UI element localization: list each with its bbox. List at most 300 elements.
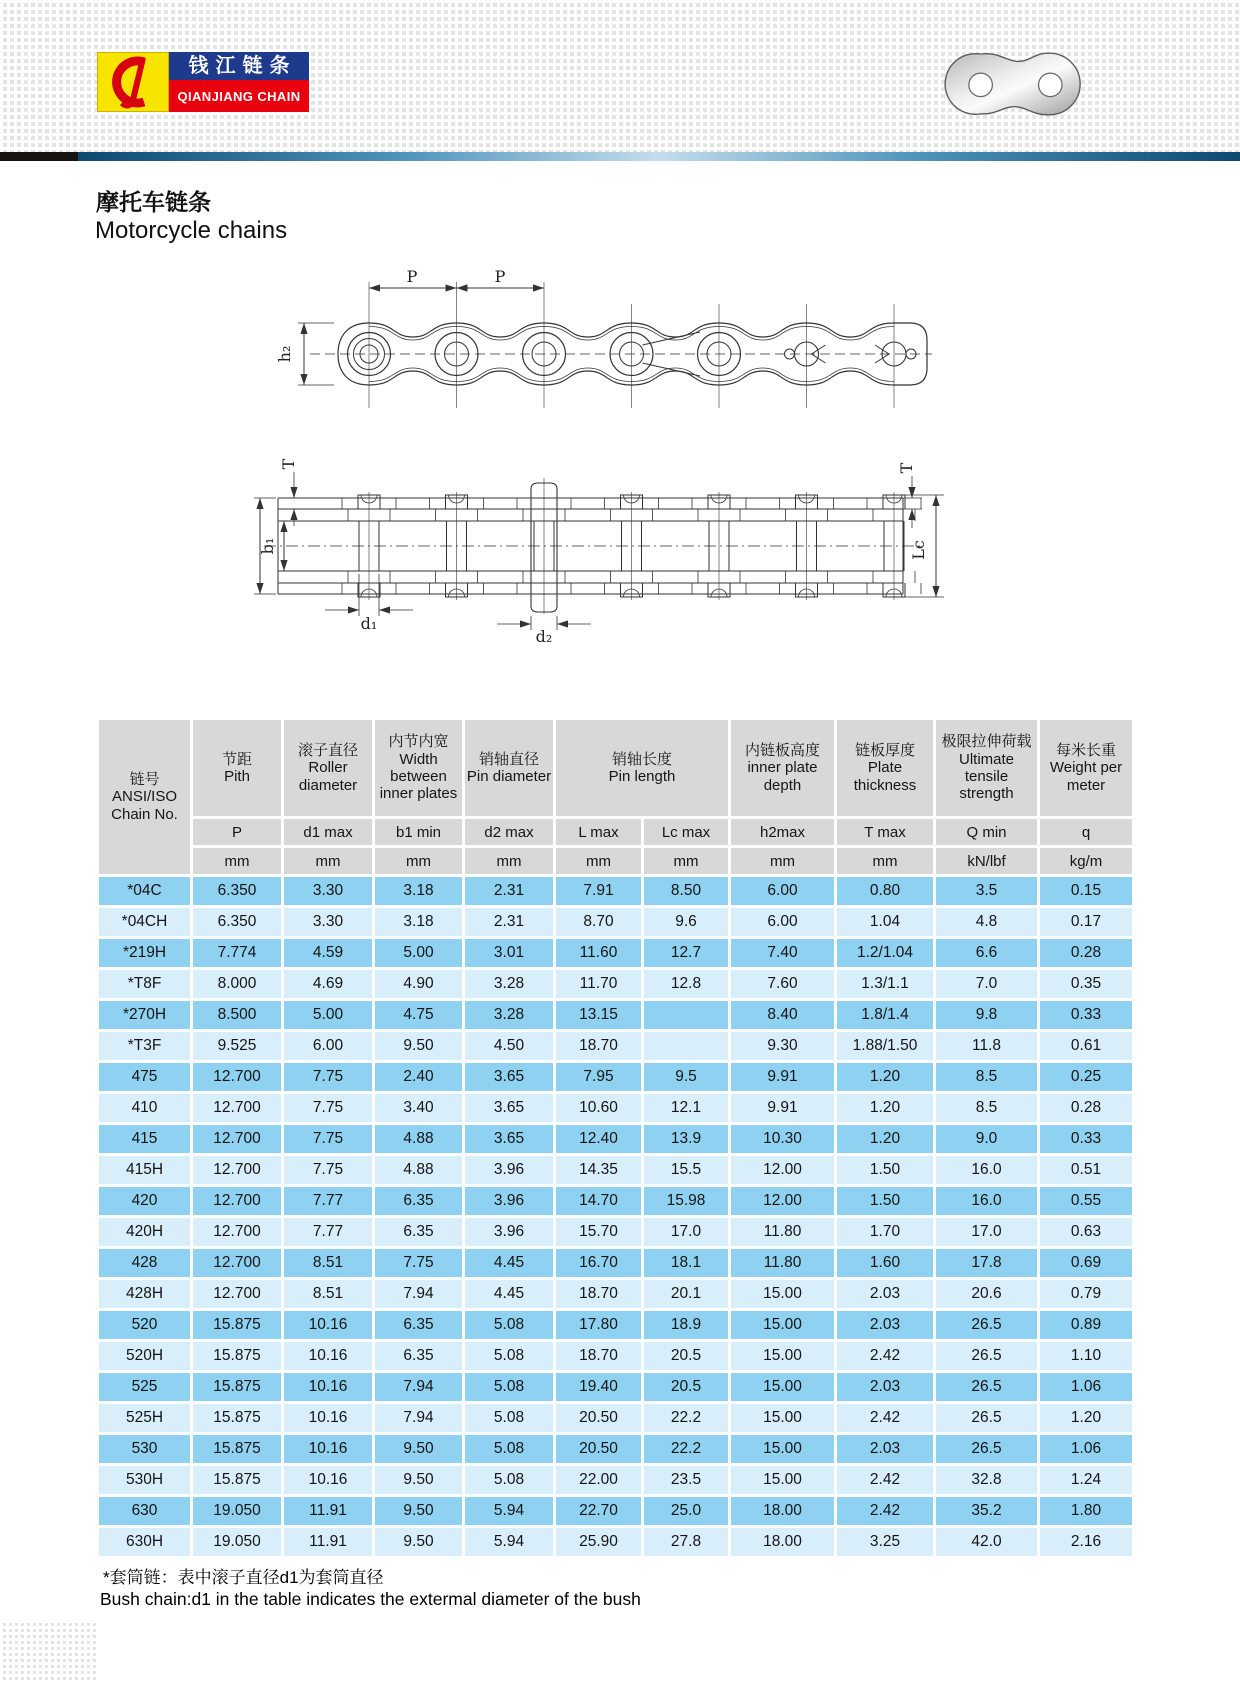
data-cell: 19.050 <box>193 1497 281 1525</box>
data-cell: 6.350 <box>193 908 281 936</box>
data-cell: 12.700 <box>193 1156 281 1184</box>
table-row <box>99 1094 1132 1122</box>
unit-row <box>99 848 1132 874</box>
data-cell: 2.42 <box>837 1497 933 1525</box>
data-cell: 3.30 <box>284 908 372 936</box>
column-header: 内链板高度 inner plate depth <box>731 720 834 816</box>
table-row <box>99 1125 1132 1153</box>
data-cell: 5.08 <box>465 1466 553 1494</box>
data-cell: 20.1 <box>644 1280 728 1308</box>
chain-no-cell: 525H <box>99 1404 190 1432</box>
data-cell: 9.0 <box>936 1125 1037 1153</box>
chain-no-cell: 475 <box>99 1063 190 1091</box>
table-row <box>99 1342 1132 1370</box>
symbol-cell: b1 min <box>375 819 462 845</box>
table-row <box>99 1001 1132 1029</box>
data-cell: 1.88/1.50 <box>837 1032 933 1060</box>
data-cell: 1.50 <box>837 1156 933 1184</box>
data-cell: 10.30 <box>731 1125 834 1153</box>
data-cell: 23.5 <box>644 1466 728 1494</box>
data-cell: 12.700 <box>193 1063 281 1091</box>
table-row <box>99 1373 1132 1401</box>
data-cell <box>644 1032 728 1060</box>
data-cell: 15.00 <box>731 1435 834 1463</box>
data-cell: 20.5 <box>644 1373 728 1401</box>
unit-cell: kg/m <box>1040 848 1132 874</box>
data-cell: 12.700 <box>193 1094 281 1122</box>
data-cell: 9.8 <box>936 1001 1037 1029</box>
page-title-chinese: 摩托车链条 <box>96 189 211 215</box>
data-cell: 15.00 <box>731 1311 834 1339</box>
data-cell: 17.0 <box>644 1218 728 1246</box>
data-cell: 7.60 <box>731 970 834 998</box>
data-cell: 0.55 <box>1040 1187 1132 1215</box>
data-cell: 6.35 <box>375 1342 462 1370</box>
data-cell: 7.94 <box>375 1404 462 1432</box>
data-cell: 5.08 <box>465 1435 553 1463</box>
column-header: 滚子直径 Roller diameter <box>284 720 372 816</box>
table-row <box>99 1156 1132 1184</box>
table-row <box>99 1466 1132 1494</box>
data-cell: 19.40 <box>556 1373 641 1401</box>
data-cell: 15.98 <box>644 1187 728 1215</box>
data-cell: 1.20 <box>1040 1404 1132 1432</box>
chain-no-cell: 630H <box>99 1528 190 1556</box>
dim-label-d2: d₂ <box>535 627 553 646</box>
data-cell: 13.15 <box>556 1001 641 1029</box>
data-cell: 12.40 <box>556 1125 641 1153</box>
column-header: 节距 Pith <box>193 720 281 816</box>
data-cell: 0.51 <box>1040 1156 1132 1184</box>
data-cell: 3.65 <box>465 1063 553 1091</box>
unit-cell: mm <box>465 848 553 874</box>
data-cell: 3.65 <box>465 1094 553 1122</box>
data-cell: 8.000 <box>193 970 281 998</box>
data-cell: 1.2/1.04 <box>837 939 933 967</box>
table-row <box>99 1187 1132 1215</box>
chain-no-cell: 520 <box>99 1311 190 1339</box>
data-cell: 14.70 <box>556 1187 641 1215</box>
logo-text-block <box>169 52 309 112</box>
chain-no-cell: *T3F <box>99 1032 190 1060</box>
symbol-cell: Lc max <box>644 819 728 845</box>
data-cell: 3.30 <box>284 877 372 905</box>
data-cell: 7.94 <box>375 1373 462 1401</box>
table-row <box>99 1435 1132 1463</box>
data-cell: 0.61 <box>1040 1032 1132 1060</box>
data-cell: 11.91 <box>284 1497 372 1525</box>
data-cell: 10.16 <box>284 1435 372 1463</box>
data-cell: 10.60 <box>556 1094 641 1122</box>
column-header: 每米长重 Weight per meter <box>1040 720 1132 816</box>
data-cell: 26.5 <box>936 1342 1037 1370</box>
chain-no-cell: 420H <box>99 1218 190 1246</box>
data-cell: 2.42 <box>837 1342 933 1370</box>
data-cell: 12.7 <box>644 939 728 967</box>
data-cell: 20.6 <box>936 1280 1037 1308</box>
data-cell: 11.60 <box>556 939 641 967</box>
company-logo <box>97 52 309 112</box>
data-cell: 2.03 <box>837 1373 933 1401</box>
data-cell: 7.95 <box>556 1063 641 1091</box>
data-cell: 1.10 <box>1040 1342 1132 1370</box>
data-cell: 1.60 <box>837 1249 933 1277</box>
data-cell: 1.70 <box>837 1218 933 1246</box>
logo-name-chinese: 钱江链条 <box>169 52 309 80</box>
data-cell: 18.70 <box>556 1342 641 1370</box>
column-header: 极限拉伸荷载 Ultimate tensile strength <box>936 720 1037 816</box>
chain-no-cell: 530 <box>99 1435 190 1463</box>
chain-plate-image <box>941 46 1089 122</box>
ql-monogram-icon <box>98 53 168 111</box>
data-cell: 9.525 <box>193 1032 281 1060</box>
chain-no-cell: 415 <box>99 1125 190 1153</box>
data-cell: 10.16 <box>284 1311 372 1339</box>
data-cell: 7.77 <box>284 1218 372 1246</box>
data-cell: 0.28 <box>1040 939 1132 967</box>
unit-cell: mm <box>193 848 281 874</box>
data-cell: 2.03 <box>837 1280 933 1308</box>
data-cell: 0.79 <box>1040 1280 1132 1308</box>
symbol-cell: Q min <box>936 819 1037 845</box>
data-cell: 15.00 <box>731 1466 834 1494</box>
logo-monogram-icon <box>97 52 169 112</box>
symbol-cell: P <box>193 819 281 845</box>
data-cell: 9.50 <box>375 1497 462 1525</box>
data-cell: 2.31 <box>465 908 553 936</box>
data-cell: 6.00 <box>731 877 834 905</box>
data-cell: 9.91 <box>731 1063 834 1091</box>
data-cell: 7.91 <box>556 877 641 905</box>
data-cell: 12.8 <box>644 970 728 998</box>
data-cell: 1.3/1.1 <box>837 970 933 998</box>
table-row <box>99 877 1132 905</box>
data-cell: 2.03 <box>837 1435 933 1463</box>
data-cell: 25.90 <box>556 1528 641 1556</box>
data-cell: 7.94 <box>375 1280 462 1308</box>
data-cell: 7.75 <box>284 1063 372 1091</box>
data-cell: 4.45 <box>465 1280 553 1308</box>
data-cell: 17.0 <box>936 1218 1037 1246</box>
data-cell: 9.50 <box>375 1032 462 1060</box>
chain-no-cell: 428 <box>99 1249 190 1277</box>
chain-no-cell: 428H <box>99 1280 190 1308</box>
chain-no-cell: 630 <box>99 1497 190 1525</box>
data-cell: 10.16 <box>284 1373 372 1401</box>
data-cell: 8.70 <box>556 908 641 936</box>
data-cell: 3.96 <box>465 1187 553 1215</box>
dim-label-t-right: T <box>897 462 916 474</box>
data-cell: 16.0 <box>936 1187 1037 1215</box>
divider-black-segment <box>0 152 78 161</box>
data-cell: 12.700 <box>193 1280 281 1308</box>
symbol-cell: L max <box>556 819 641 845</box>
data-cell: 3.18 <box>375 877 462 905</box>
logo-name-english: QIANJIANG CHAIN <box>169 80 309 112</box>
data-cell: 26.5 <box>936 1404 1037 1432</box>
chain-no-cell: 415H <box>99 1156 190 1184</box>
data-cell: 9.50 <box>375 1528 462 1556</box>
unit-cell: mm <box>644 848 728 874</box>
chain-no-cell: 530H <box>99 1466 190 1494</box>
symbol-cell: d2 max <box>465 819 553 845</box>
data-cell: 13.9 <box>644 1125 728 1153</box>
data-cell: 3.5 <box>936 877 1037 905</box>
chain-no-cell: *04CH <box>99 908 190 936</box>
symbol-cell: d1 max <box>284 819 372 845</box>
data-cell: 1.24 <box>1040 1466 1132 1494</box>
data-cell: 3.40 <box>375 1094 462 1122</box>
data-cell: 0.15 <box>1040 877 1132 905</box>
chain-no-cell: *219H <box>99 939 190 967</box>
data-cell: 7.75 <box>284 1094 372 1122</box>
table-row <box>99 1404 1132 1432</box>
data-cell: 0.63 <box>1040 1218 1132 1246</box>
data-cell: 12.1 <box>644 1094 728 1122</box>
data-cell: 12.700 <box>193 1249 281 1277</box>
data-cell: 8.5 <box>936 1063 1037 1091</box>
data-cell: 2.40 <box>375 1063 462 1091</box>
symbol-cell: q <box>1040 819 1132 845</box>
data-cell: 1.80 <box>1040 1497 1132 1525</box>
data-cell: 15.875 <box>193 1311 281 1339</box>
data-cell: 18.00 <box>731 1497 834 1525</box>
data-cell: 20.5 <box>644 1342 728 1370</box>
table-row <box>99 939 1132 967</box>
table-row <box>99 1528 1132 1556</box>
data-cell <box>644 1001 728 1029</box>
data-cell: 25.0 <box>644 1497 728 1525</box>
data-cell: 3.96 <box>465 1156 553 1184</box>
data-cell: 0.33 <box>1040 1125 1132 1153</box>
data-cell: 32.8 <box>936 1466 1037 1494</box>
data-cell: 3.18 <box>375 908 462 936</box>
divider-gradient-bar <box>78 152 1240 161</box>
data-cell: 9.50 <box>375 1435 462 1463</box>
spec-table-head <box>99 720 1132 874</box>
data-cell: 4.59 <box>284 939 372 967</box>
data-cell: 11.70 <box>556 970 641 998</box>
data-cell: 5.08 <box>465 1311 553 1339</box>
column-header: 销轴直径 Pin diameter <box>465 720 553 816</box>
page-title-english: Motorcycle chains <box>95 217 288 244</box>
data-cell: 18.00 <box>731 1528 834 1556</box>
dim-label-pitch-2: P <box>494 267 506 286</box>
data-cell: 7.75 <box>284 1156 372 1184</box>
bottom-decoration <box>0 1620 96 1683</box>
data-cell: 7.75 <box>375 1249 462 1277</box>
data-cell: 1.8/1.4 <box>837 1001 933 1029</box>
data-cell: 12.00 <box>731 1156 834 1184</box>
data-cell: 5.08 <box>465 1342 553 1370</box>
data-cell: 8.50 <box>644 877 728 905</box>
data-cell: 15.00 <box>731 1404 834 1432</box>
data-cell: 6.6 <box>936 939 1037 967</box>
data-cell: 6.00 <box>731 908 834 936</box>
data-cell: 4.69 <box>284 970 372 998</box>
table-row <box>99 1063 1132 1091</box>
data-cell: 16.0 <box>936 1156 1037 1184</box>
data-cell: 10.16 <box>284 1404 372 1432</box>
data-cell: 35.2 <box>936 1497 1037 1525</box>
data-cell: 3.25 <box>837 1528 933 1556</box>
data-cell: 8.40 <box>731 1001 834 1029</box>
chain-no-cell: *270H <box>99 1001 190 1029</box>
data-cell: 6.35 <box>375 1187 462 1215</box>
data-cell: 5.00 <box>375 939 462 967</box>
data-cell: 1.50 <box>837 1187 933 1215</box>
chain-no-cell: 420 <box>99 1187 190 1215</box>
data-cell: 3.65 <box>465 1125 553 1153</box>
data-cell: 2.31 <box>465 877 553 905</box>
data-cell: 5.08 <box>465 1404 553 1432</box>
data-cell: 0.69 <box>1040 1249 1132 1277</box>
unit-cell: kN/lbf <box>936 848 1037 874</box>
column-header: 链板厚度 Plate thickness <box>837 720 933 816</box>
column-header: 内节内宽 Width between inner plates <box>375 720 462 816</box>
table-row <box>99 1218 1132 1246</box>
data-cell: 7.77 <box>284 1187 372 1215</box>
data-cell: 10.16 <box>284 1342 372 1370</box>
data-cell: 7.774 <box>193 939 281 967</box>
unit-cell: mm <box>556 848 641 874</box>
data-cell: 4.88 <box>375 1156 462 1184</box>
data-cell: 0.17 <box>1040 908 1132 936</box>
chain-no-cell: *T8F <box>99 970 190 998</box>
table-row <box>99 1249 1132 1277</box>
data-cell: 1.06 <box>1040 1435 1132 1463</box>
data-cell: 20.50 <box>556 1404 641 1432</box>
data-cell: 12.700 <box>193 1218 281 1246</box>
data-cell: 1.20 <box>837 1094 933 1122</box>
unit-cell: mm <box>375 848 462 874</box>
data-cell: 0.25 <box>1040 1063 1132 1091</box>
data-cell: 8.51 <box>284 1280 372 1308</box>
chain-no-header: 链号 ANSI/ISO Chain No. <box>99 720 190 874</box>
data-cell: 0.89 <box>1040 1311 1132 1339</box>
data-cell: 8.51 <box>284 1249 372 1277</box>
table-row <box>99 908 1132 936</box>
spec-table <box>96 717 1135 1559</box>
dim-label-b1: b₁ <box>258 537 277 555</box>
dim-label-pitch-1: P <box>406 267 418 286</box>
data-cell: 15.5 <box>644 1156 728 1184</box>
chain-no-cell: 525 <box>99 1373 190 1401</box>
data-cell: 15.875 <box>193 1373 281 1401</box>
data-cell: 15.875 <box>193 1404 281 1432</box>
data-cell: 9.50 <box>375 1466 462 1494</box>
table-row <box>99 1311 1132 1339</box>
data-cell: 9.30 <box>731 1032 834 1060</box>
data-cell: 15.00 <box>731 1342 834 1370</box>
unit-cell: mm <box>837 848 933 874</box>
data-cell: 6.35 <box>375 1218 462 1246</box>
data-cell: 5.94 <box>465 1497 553 1525</box>
data-cell: 3.01 <box>465 939 553 967</box>
table-row <box>99 1280 1132 1308</box>
data-cell: 15.875 <box>193 1435 281 1463</box>
data-cell: 0.80 <box>837 877 933 905</box>
data-cell: 16.70 <box>556 1249 641 1277</box>
data-cell: 5.00 <box>284 1001 372 1029</box>
table-row <box>99 1032 1132 1060</box>
data-cell: 10.16 <box>284 1466 372 1494</box>
data-cell: 18.1 <box>644 1249 728 1277</box>
data-cell: 4.90 <box>375 970 462 998</box>
data-cell: 3.96 <box>465 1218 553 1246</box>
data-cell: 27.8 <box>644 1528 728 1556</box>
symbol-row <box>99 819 1132 845</box>
data-cell: 4.50 <box>465 1032 553 1060</box>
data-cell: 2.16 <box>1040 1528 1132 1556</box>
dim-label-d1: d₁ <box>360 614 378 633</box>
data-cell: 15.875 <box>193 1466 281 1494</box>
unit-cell: mm <box>731 848 834 874</box>
data-cell: 6.00 <box>284 1032 372 1060</box>
data-cell: 15.00 <box>731 1280 834 1308</box>
symbol-cell: T max <box>837 819 933 845</box>
data-cell: 15.875 <box>193 1342 281 1370</box>
chain-plan-view-drawing <box>248 446 948 646</box>
data-cell: 0.28 <box>1040 1094 1132 1122</box>
chain-side-view-drawing <box>250 266 940 436</box>
data-cell: 22.2 <box>644 1404 728 1432</box>
data-cell: 8.5 <box>936 1094 1037 1122</box>
data-cell: 9.5 <box>644 1063 728 1091</box>
data-cell: 4.45 <box>465 1249 553 1277</box>
data-cell: 0.33 <box>1040 1001 1132 1029</box>
chain-no-cell: 520H <box>99 1342 190 1370</box>
data-cell: 4.75 <box>375 1001 462 1029</box>
data-cell: 2.42 <box>837 1466 933 1494</box>
footnote-chinese: *套筒链：表中滚子直径d1为套筒直径 <box>103 1568 384 1587</box>
data-cell: 12.700 <box>193 1125 281 1153</box>
data-cell: 8.500 <box>193 1001 281 1029</box>
data-cell: 15.00 <box>731 1373 834 1401</box>
dim-label-h2: h₂ <box>275 345 294 363</box>
data-cell: 12.700 <box>193 1187 281 1215</box>
data-cell: 26.5 <box>936 1311 1037 1339</box>
data-cell: 5.94 <box>465 1528 553 1556</box>
data-cell: 9.91 <box>731 1094 834 1122</box>
data-cell: 7.0 <box>936 970 1037 998</box>
data-cell: 17.8 <box>936 1249 1037 1277</box>
data-cell: 7.40 <box>731 939 834 967</box>
chain-no-cell: *04C <box>99 877 190 905</box>
data-cell: 5.08 <box>465 1373 553 1401</box>
data-cell: 22.2 <box>644 1435 728 1463</box>
data-cell: 15.70 <box>556 1218 641 1246</box>
data-cell: 11.80 <box>731 1218 834 1246</box>
data-cell: 1.20 <box>837 1125 933 1153</box>
data-cell: 9.6 <box>644 908 728 936</box>
dim-label-t-left: T <box>279 458 298 470</box>
data-cell: 18.70 <box>556 1280 641 1308</box>
data-cell: 11.91 <box>284 1528 372 1556</box>
symbol-cell: h2max <box>731 819 834 845</box>
data-cell: 26.5 <box>936 1435 1037 1463</box>
data-cell: 19.050 <box>193 1528 281 1556</box>
data-cell: 2.03 <box>837 1311 933 1339</box>
data-cell: 3.28 <box>465 970 553 998</box>
chain-no-cell: 410 <box>99 1094 190 1122</box>
data-cell: 1.04 <box>837 908 933 936</box>
data-cell: 1.06 <box>1040 1373 1132 1401</box>
data-cell: 18.9 <box>644 1311 728 1339</box>
data-cell: 6.35 <box>375 1311 462 1339</box>
table-row <box>99 970 1132 998</box>
data-cell: 7.75 <box>284 1125 372 1153</box>
